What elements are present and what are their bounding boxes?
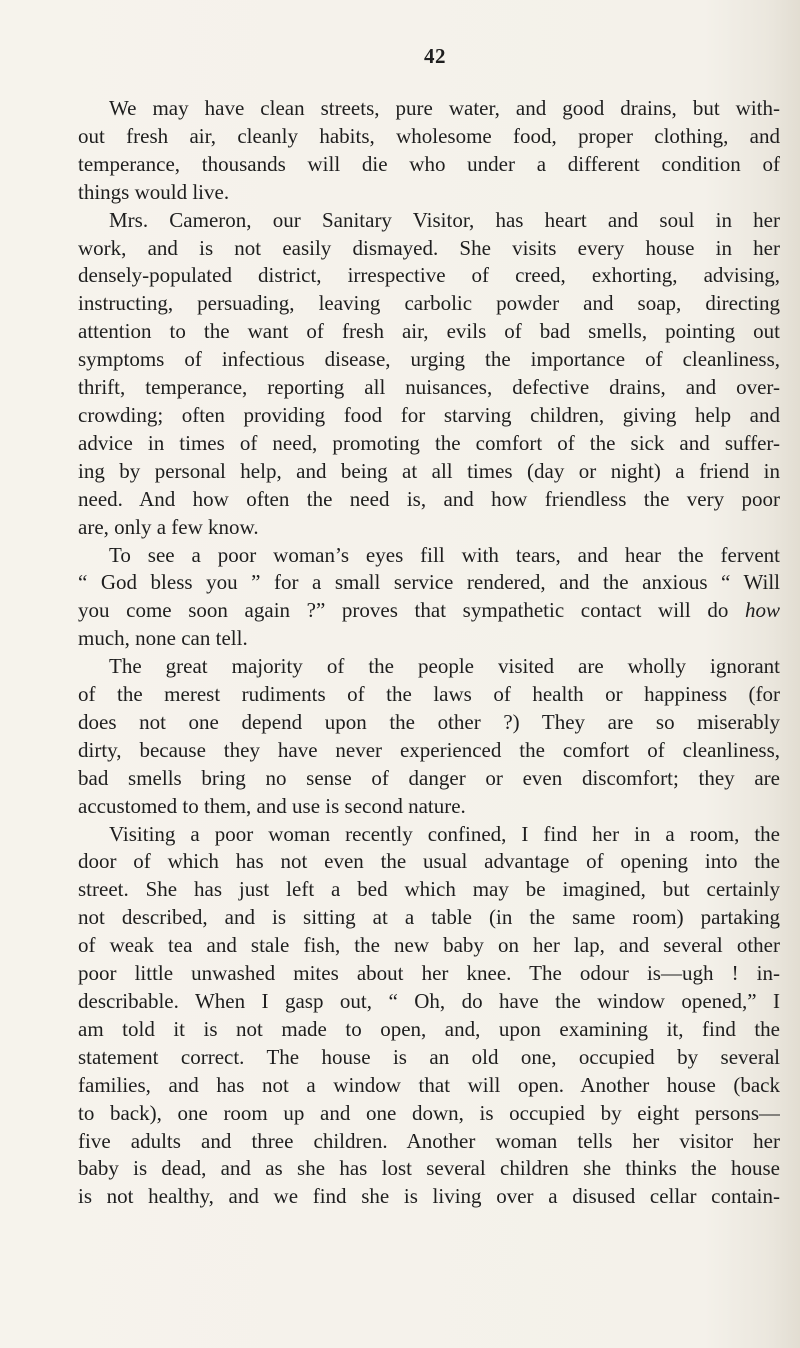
text-line: are, only a few know. [78,514,259,539]
text-line: bad smells bring no sense of danger or even discomfort; they are [78,765,780,790]
text-line: need. And how often the need is, and how friendless the very poor [78,486,780,511]
text-line: The great majority of the people visited are wholly ignorant [109,654,780,679]
text-line: much, none can tell. [78,626,248,651]
text-line: dirty, because they have never experienced the comfort of cleanliness, [78,737,780,762]
page-number: 42 [424,44,446,68]
text-line: out fresh air, cleanly habits, wholesome food, proper clothing, and [78,123,780,148]
text-line: temperance, thousands will die who under a different condition of [78,151,780,176]
text-line: five adults and three children. Another woman tells her visitor her [78,1128,780,1153]
text-line: of the merest rudiments of the laws of health or happiness (for [78,682,780,707]
text-line: am told it is not made to open, and, upon examining it, find the [78,1016,780,1041]
text-line: you come soon again ?” proves that sympathetic contact will do how [78,598,780,623]
text-line: Visiting a poor woman recently confined, I find her in a room, the [109,821,780,846]
text-line: baby is dead, and as she has lost several children she thinks the house [78,1156,780,1181]
text-line: statement correct. The house is an old one, occupied by several [78,1044,780,1069]
text-line: poor little unwashed mites about her knee. The odour is—ugh ! in- [78,961,780,986]
text-line: describable. When I gasp out, “ Oh, do have the window opened,” I [78,989,780,1013]
text-line: instructing, persuading, leaving carbolic powder and soap, directing [78,291,780,316]
text-line: street. She has just left a bed which may be imagined, but certainly [78,877,780,902]
text-line: To see a poor woman’s eyes fill with tears, and hear the fervent [109,542,780,567]
text-line: advice in times of need, promoting the comfort of the sick and suffer- [78,430,780,455]
text-line: crowding; often providing food for starving children, giving help and [78,402,780,427]
text-line: ing by personal help, and being at all times (day or night) a friend in [78,458,780,483]
text-line: attention to the want of fresh air, evils of bad smells, pointing out [78,319,780,344]
text-line: symptoms of infectious disease, urging the importance of cleanliness, [78,347,780,372]
text-line: thrift, temperance, reporting all nuisances, defective drains, and over- [78,375,780,400]
text-line: not described, and is sitting at a table (in the same room) partaking [78,905,780,930]
emphasis: how [744,598,780,623]
text-line: door of which has not even the usual advantage of opening into the [78,849,780,874]
text-line: to back), one room up and one down, is occupied by eight persons— [78,1100,780,1125]
body-text [78,95,780,1211]
text-line: does not one depend upon the other ?) They are so miserably [78,709,780,734]
text-line: is not healthy, and we find she is living over a disused cellar contain- [78,1184,780,1209]
text-line: families, and has not a window that will open. Another house (back [78,1072,780,1097]
text-line: Mrs. Cameron, our Sanitary Visitor, has heart and soul in her [109,207,780,232]
text-line: things would live. [78,179,230,204]
text-line: of weak tea and stale fish, the new baby on her lap, and several other [78,933,780,958]
text-line: densely-populated district, irrespective of creed, exhorting, advising, [78,263,780,288]
text-line: We may have clean streets, pure water, and good drains, but with- [109,96,780,120]
text-line: accustomed to them, and use is second nature. [78,793,466,818]
text-line: work, and is not easily dismayed. She visits every house in her [78,235,780,260]
text-line: “ God bless you ” for a small service rendered, and the anxious “ Will [78,570,780,595]
